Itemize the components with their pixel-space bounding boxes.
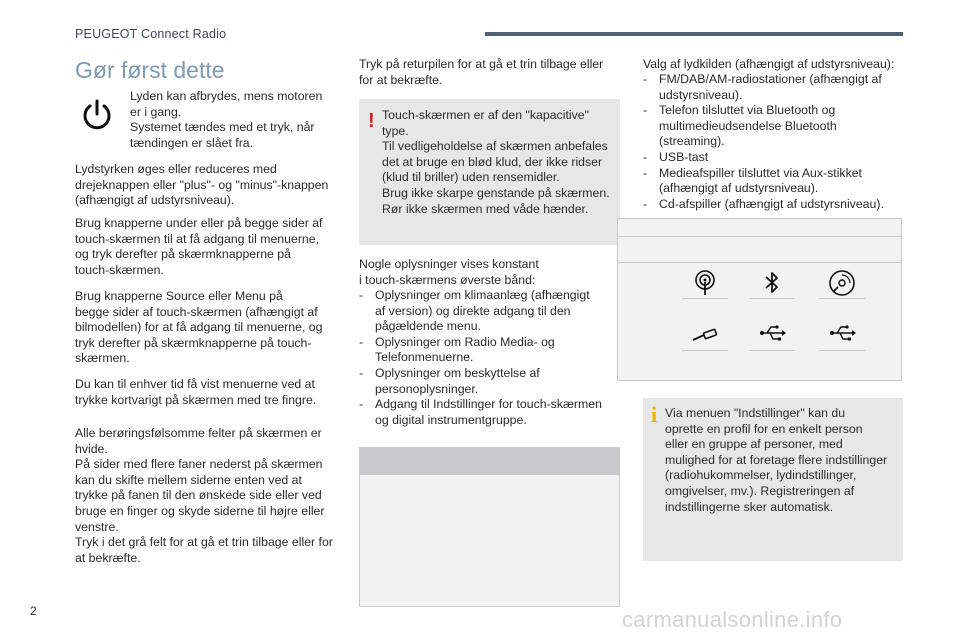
- volume-paragraph: Lydstyrken øges eller reduceres med drejeknappen eller "plus"- og "minus"-knappen (afhængigt af udstyrsniveau).: [75, 162, 329, 208]
- icon-underline: [819, 298, 865, 299]
- panel-divider: [618, 236, 901, 237]
- bluetooth-icon: [757, 268, 787, 298]
- top-band-list: [359, 288, 624, 428]
- warning-text: Touch-skærmen er af den "kapacitive" type. Til vedligeholdelse af skærmen anbefales det at bruge en blød klud, der ikke ridser (klud til briller) uden rensemidler. Brug ikke skarpe genstande på skærmen. Rør ikke skærmen med våde hænder.: [382, 108, 610, 216]
- list-item: - Telefon tilsluttet via Bluetooth og multimedieudsendelse Bluetooth (streaming).: [643, 103, 905, 150]
- three-finger-paragraph: Du kan til enhver tid få vist menuerne ved at trykke kortvarigt på skærmen med tre fingre.: [75, 377, 317, 407]
- icon-underline: [749, 350, 795, 351]
- buttons-paragraph: Brug knapperne under eller på begge sider af touch-skærmen til at få adgang til menuerne, og tryk derefter på skærmknapperne på touch-skærmen.: [75, 216, 323, 277]
- screen-top-band: [360, 448, 619, 475]
- source-panel: [617, 218, 902, 381]
- list-item: - Oplysninger om beskyttelse af personoplysninger.: [359, 366, 624, 397]
- cd-icon: [827, 268, 857, 298]
- icon-underline: [819, 350, 865, 351]
- header-title: PEUGEOT Connect Radio: [75, 27, 227, 41]
- warning-icon: !: [368, 110, 375, 132]
- warning-box: [359, 99, 620, 245]
- power-text: Lyden kan afbrydes, mens motoren er i gang. Systemet tændes med et tryk, når tændingen er slået fra.: [130, 89, 323, 150]
- usb-icon: [827, 318, 857, 348]
- radio-icon: [690, 268, 720, 298]
- icon-underline: [749, 298, 795, 299]
- panel-divider: [618, 262, 901, 263]
- page-heading: Gør først dette: [75, 57, 225, 83]
- return-arrow-paragraph: Tryk på returpilen for at gå et trin tilbage eller for at bekræfte.: [359, 57, 604, 87]
- header-bar: [485, 32, 903, 36]
- list-item: - FM/DAB/AM-radiostationer (afhængigt af udstyrsniveau).: [643, 72, 905, 103]
- screen-illustration: [359, 447, 620, 607]
- info-icon: i: [651, 402, 658, 427]
- watermark: carmanualsonline.info: [622, 607, 843, 632]
- list-item: - Oplysninger om Radio Media- og Telefonmenuerne.: [359, 335, 624, 366]
- list-item: - Cd-afspiller (afhængigt af udstyrsniveau).: [643, 197, 905, 213]
- source-list: [643, 72, 905, 212]
- source-menu-paragraph: Brug knapperne Source eller Menu på begge sider af touch-skærmen (afhængigt af bilmodellen) for at få adgang til menuerne, og tryk derefter på skærmknapperne på touch- skærmen.: [75, 289, 323, 366]
- list-item: - Medieafspiller tilsluttet via Aux-stikket (afhængigt af udstyrsniveau).: [643, 166, 905, 197]
- list-item: - USB-tast: [643, 150, 905, 166]
- power-icon: [80, 97, 114, 133]
- list-item: - Adgang til Indstillinger for touch-skærmen og digital instrumentgruppe.: [359, 397, 624, 428]
- usb-icon: [757, 318, 787, 348]
- source-selection-paragraph: Valg af lydkilden (afhængigt af udstyrsniveau):: [643, 57, 895, 71]
- icon-underline: [682, 298, 728, 299]
- aux-icon: [690, 318, 720, 348]
- info-box: [643, 398, 903, 561]
- list-item: - Oplysninger om klimaanlæg (afhængigt af version) og direkte adgang til den pågældende menu.: [359, 288, 624, 335]
- touch-fields-paragraph: Alle berøringsfølsomme felter på skærmen er hvide. På sider med flere faner nederst på skærmen kan du skifte mellem siderne enten ved at trykke på fanen til den ønskede side eller ved bruge en finger og skyde siderne til højre eller venstre. Tryk i det grå felt for at gå et trin tilbage eller for at bekræfte.: [75, 426, 333, 565]
- top-band-paragraph: Nogle oplysninger vises konstant i touch-skærmens øverste bånd:: [359, 257, 539, 287]
- icon-underline: [682, 350, 728, 351]
- info-text: Via menuen "Indstillinger" kan du oprette en profil for en enkelt person eller en gruppe af personer, med mulighed for at foretage flere indstillinger (radiohukommelser, lydindstillinger, omgivelser, mv.). Registreringen af indstillingerne sker automatisk.: [665, 406, 888, 514]
- page-number: 2: [30, 604, 37, 618]
